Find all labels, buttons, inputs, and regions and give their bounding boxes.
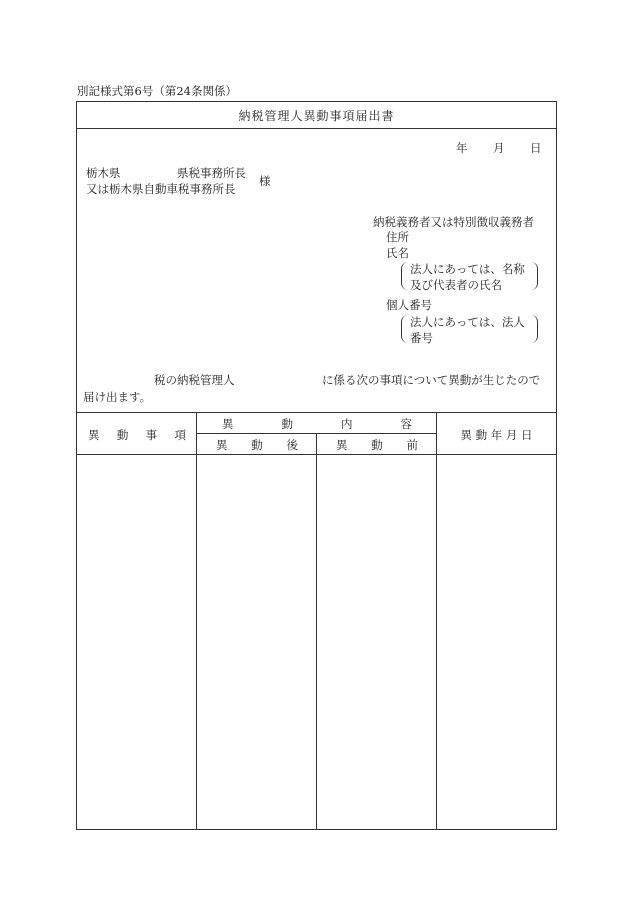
- addressee-prefecture: 栃木県: [86, 166, 121, 180]
- input-cell-change-date[interactable]: [437, 455, 556, 829]
- number-note-line1: 法人にあっては、法人: [410, 315, 525, 329]
- taxpayer-name-label: 氏名: [386, 246, 409, 260]
- input-cell-after-change[interactable]: [197, 455, 315, 829]
- addressee-auto-tax-office: 又は栃木県自動車税事務所長: [86, 182, 236, 196]
- title-divider: [76, 128, 557, 129]
- number-note-close-paren: [531, 315, 538, 343]
- statement-part2: に係る次の事項について異動が生じたので: [322, 373, 541, 387]
- header-after-change: 異 動 後: [216, 438, 298, 452]
- name-note-open-paren: [401, 262, 408, 290]
- date-year-label: 年: [456, 141, 468, 155]
- header-change-content: 異 動 内 容: [222, 417, 412, 431]
- form-title: 納税管理人異動事項届出書: [238, 109, 395, 123]
- form-number: 別記様式第6号（第24条関係）: [77, 84, 237, 98]
- statement-part1: 税の納税管理人: [154, 373, 235, 387]
- name-note-line2: 及び代表者の氏名: [410, 278, 502, 292]
- name-note-line1: 法人にあっては、名称: [410, 262, 525, 276]
- input-cell-change-item[interactable]: [77, 455, 195, 829]
- taxpayer-address-label: 住所: [386, 230, 409, 244]
- name-note-close-paren: [531, 262, 538, 290]
- header-before-change: 異 動 前: [336, 438, 418, 452]
- taxpayer-heading: 納税義務者又は特別徴収義務者: [373, 215, 534, 229]
- number-note-line2: 番号: [410, 331, 433, 345]
- input-cell-before-change[interactable]: [317, 455, 435, 829]
- date-day-label: 日: [530, 141, 542, 155]
- addressee-honorific: 様: [259, 174, 271, 188]
- header-change-item: 異 動 事 項: [88, 428, 186, 442]
- statement-part3: 届け出ます。: [83, 390, 152, 404]
- number-note-open-paren: [401, 315, 408, 343]
- header-change-date: 異 動 年 月 日: [460, 428, 533, 442]
- taxpayer-number-label: 個人番号: [386, 298, 432, 312]
- addressee-office: 県税事務所長: [177, 166, 246, 180]
- table-top-line: [76, 412, 557, 413]
- date-month-label: 月: [493, 141, 505, 155]
